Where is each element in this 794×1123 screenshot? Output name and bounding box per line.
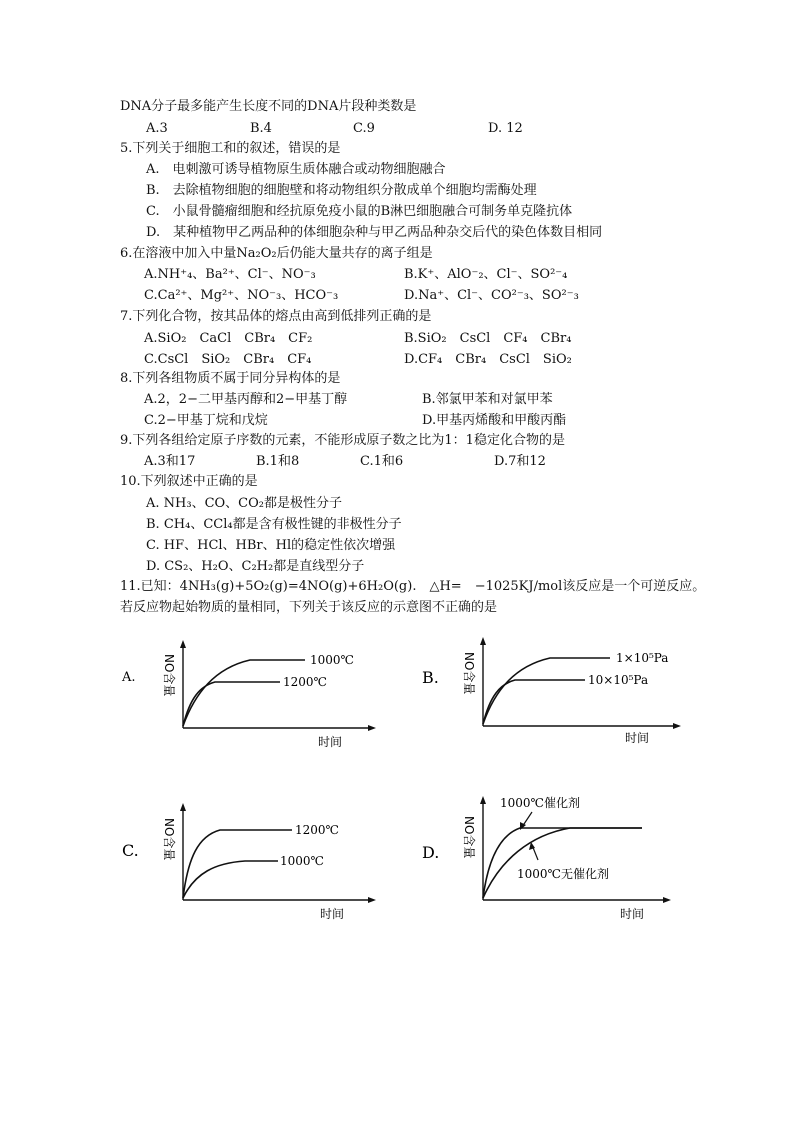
q9-option-d: D.7和12 bbox=[494, 454, 546, 469]
graph-a-upper-label: 1000℃ bbox=[310, 653, 354, 667]
q5-option-a: A. 电刺激可诱导植物原生质体融合或动物细胞融合 bbox=[146, 162, 446, 177]
q5-option-b: B. 去除植物细胞的细胞壁和将动物组织分散成单个细胞均需酶处理 bbox=[146, 183, 537, 198]
graph-a-lower-label: 1200℃ bbox=[283, 675, 327, 689]
graph-c-letter: C. bbox=[122, 841, 139, 860]
q5-option-c: C. 小鼠骨髓瘤细胞和经抗原免疫小鼠的B淋巴细胞融合可制务单克隆抗体 bbox=[146, 204, 573, 219]
q10-option-c: C. HF、HCl、HBr、Hl的稳定性依次增强 bbox=[146, 538, 396, 553]
q9-stem: 9.下列各组给定原子序数的元素，不能形成原子数之比为1：1稳定化合物的是 bbox=[120, 433, 565, 448]
graph-a-letter: A. bbox=[122, 670, 136, 685]
graph-d-curve-no-catalyst bbox=[483, 828, 642, 898]
q6-option-a: A.NH⁺₄、Ba²⁺、Cl⁻、NO⁻₃ bbox=[144, 267, 316, 282]
graph-d-curve-catalyst bbox=[483, 828, 642, 898]
q4-stem: DNA分子最多能产生长度不同的DNA片段种类数是 bbox=[120, 99, 417, 114]
q6-option-c: C.Ca²⁺、Mg²⁺、NO⁻₃、HCO⁻₃ bbox=[144, 288, 339, 303]
graph-a-xlabel: 时间 bbox=[318, 735, 343, 749]
q8-option-d: D.甲基丙烯酸和甲酸丙酯 bbox=[422, 413, 567, 428]
graph-d bbox=[420, 790, 690, 923]
graph-b-curve-upper bbox=[483, 658, 610, 724]
q8-option-a: A.2，2−二甲基丙醇和2−甲基丁醇 bbox=[144, 392, 348, 407]
graph-c-lower-label: 1000℃ bbox=[280, 854, 324, 868]
graph-c bbox=[120, 798, 390, 923]
graph-b-xlabel: 时间 bbox=[625, 731, 650, 745]
q7-option-a: A.SiO₂ CaCl CBr₄ CF₂ bbox=[144, 331, 313, 346]
q5-stem: 5.下列关于细胞工和的叙述，错误的是 bbox=[120, 141, 341, 156]
graph-c-ylabel: NO含量 bbox=[162, 818, 176, 861]
graph-c-upper-label: 1200℃ bbox=[295, 823, 339, 837]
q4-option-a: A.3 bbox=[146, 121, 168, 136]
q8-option-c: C.2−甲基丁烷和戊烷 bbox=[144, 413, 268, 428]
q9-option-c: C.1和6 bbox=[360, 454, 404, 469]
q4-option-d: D. 12 bbox=[488, 121, 523, 136]
q4-option-b: B.4 bbox=[250, 121, 272, 136]
graph-a-ylabel: NO含量 bbox=[162, 654, 176, 697]
q8-stem: 8.下列各组物质不属于同分异构体的是 bbox=[120, 371, 341, 386]
q4-option-c: C.9 bbox=[353, 121, 375, 136]
q10-option-d: D. CS₂、H₂O、C₂H₂都是直线型分子 bbox=[146, 559, 365, 574]
graph-b-lower-label: 10×10⁵Pa bbox=[588, 673, 649, 687]
graph-b-letter: B. bbox=[422, 668, 439, 687]
graph-d-letter: D. bbox=[422, 843, 440, 862]
graph-b bbox=[420, 628, 700, 748]
q6-option-b: B.K⁺、AlO⁻₂、Cl⁻、SO²⁻₄ bbox=[404, 267, 568, 282]
graph-c-curve-upper bbox=[183, 830, 292, 898]
q11-stem-continued: 若反应物起始物质的量相同，下列关于该反应的示意图不正确的是 bbox=[120, 600, 498, 615]
graph-d-upper-label: 1000℃催化剂 bbox=[500, 796, 580, 810]
graph-b-upper-label: 1×10⁵Pa bbox=[616, 651, 669, 665]
q9-option-a: A.3和17 bbox=[144, 454, 196, 469]
graph-b-curve-lower bbox=[483, 680, 585, 724]
q7-option-d: D.CF₄ CBr₄ CsCl SiO₂ bbox=[404, 352, 572, 367]
q10-stem: 10.下列叙述中正确的是 bbox=[120, 474, 258, 489]
graph-c-xlabel: 时间 bbox=[320, 907, 345, 921]
q6-stem: 6.在溶液中加入中量Na₂O₂后仍能大量共存的离子组是 bbox=[120, 246, 433, 261]
graph-a-curve-lower bbox=[183, 682, 280, 726]
q10-option-a: A. NH₃、CO、CO₂都是极性分子 bbox=[146, 496, 342, 511]
graph-d-xlabel: 时间 bbox=[620, 907, 645, 921]
graph-a bbox=[120, 638, 390, 748]
q8-option-b: B.邻氯甲苯和对氯甲苯 bbox=[422, 392, 553, 407]
q7-option-c: C.CsCl SiO₂ CBr₄ CF₄ bbox=[144, 352, 312, 367]
q7-stem: 7.下列化合物，按其品体的熔点由高到低排列正确的是 bbox=[120, 309, 432, 324]
graph-b-ylabel: NO含量 bbox=[462, 652, 476, 695]
q6-option-d: D.Na⁺、Cl⁻、CO²⁻₃、SO²⁻₃ bbox=[404, 288, 579, 303]
q10-option-b: B. CH₄、CCl₄都是含有极性键的非极性分子 bbox=[146, 517, 402, 532]
graph-d-lower-label: 1000℃无催化剂 bbox=[517, 867, 609, 881]
q11-stem: 11.已知：4NH₃(g)+5O₂(g)=4NO(g)+6H₂O(g). △H= −1025KJ/mol该反应是一个可逆反应。 bbox=[120, 579, 706, 594]
q7-option-b: B.SiO₂ CsCl CF₄ CBr₄ bbox=[404, 331, 572, 346]
graph-c-curve-lower bbox=[183, 861, 278, 898]
graph-a-curve-upper bbox=[183, 660, 305, 726]
q9-option-b: B.1和8 bbox=[256, 454, 300, 469]
graph-d-ylabel: NO含量 bbox=[462, 816, 476, 859]
q5-option-d: D. 某种植物甲乙两品种的体细胞杂种与甲乙两品种杂交后代的染色体数目相同 bbox=[146, 225, 603, 240]
